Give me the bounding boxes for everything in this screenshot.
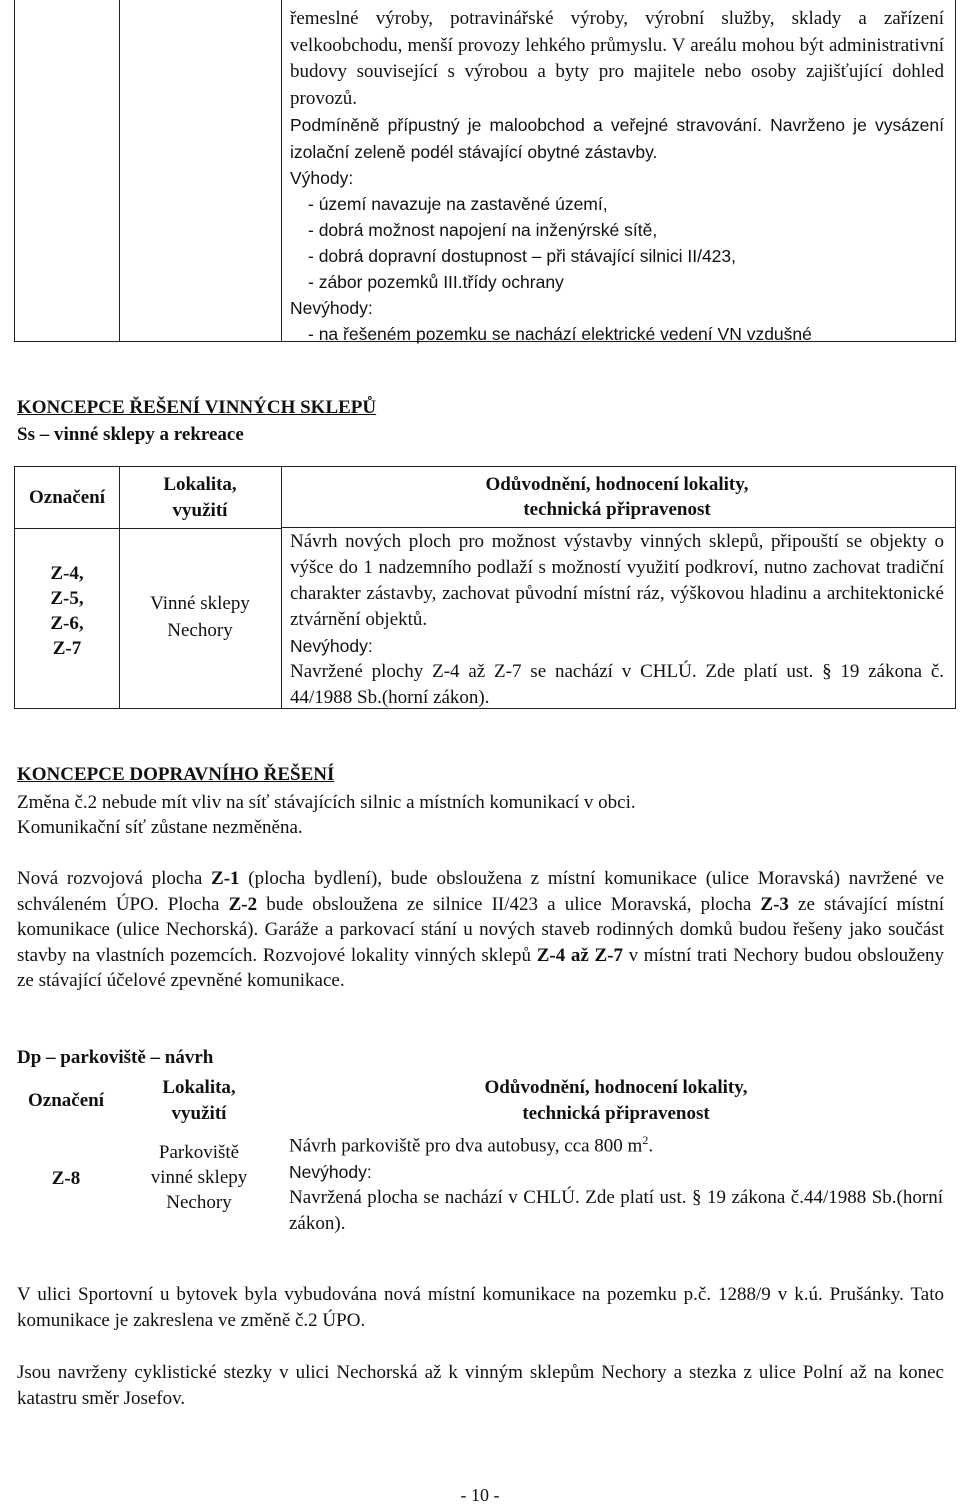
closing-paragraph-2: Jsou navrženy cyklistické stezky v ulici Nechorská až k vinným sklepům Nechory a stezka z ulice Polní až na konec katastru směr Josefov. [17,1362,944,1409]
location-name-l2: vinné sklepy [150,1167,248,1188]
locality-table-continuation [14,0,956,342]
transport-section-title: KONCEPCE DOPRAVNÍHO ŘEŠENÍ [17,764,335,785]
disadvantages-text: Navržená plocha se nachází v CHLÚ. Zde platí ust. § 19 zákona č.44/1988 Sb.(horní zákon). [289,1187,943,1235]
advantages-list [290,191,944,295]
header-location-l2: využití [171,1103,227,1124]
superscript: 2 [642,1133,649,1147]
list-item: - na řešeném pozemku se nachází elektrické vedení VN vzdušné [308,324,812,344]
header-justification-l1: Odůvodnění, hodnocení lokality, [485,474,749,495]
text-span: Návrh parkoviště pro dva autobusy, cca 800 m [289,1135,643,1157]
locality-codes [15,561,119,661]
table-divider [15,528,119,529]
table-col-designation [15,467,120,708]
table-divider [119,528,281,529]
header-justification-l2: technická připravenost [523,499,711,520]
table-col-location [119,0,282,341]
list-item: - zábor pozemků III.třídy ochrany [308,272,564,292]
locality-ref: Z-3 [760,893,789,915]
table-divider [281,527,955,528]
list-item: - území navazuje na zastavěné území, [308,194,608,214]
parking-section-subtitle: Dp – parkoviště – návrh [17,1047,214,1068]
locality-code: Z-6, [50,613,84,634]
justification-cell [289,1127,943,1237]
location-name-l1: Parkoviště [158,1142,240,1163]
locality-code: Z-7 [52,638,82,659]
location-name-l3: Nechory [166,1192,232,1213]
justification-paragraph-1: řemeslné výroby, potravinářské výroby, výrobní služby, sklady a zařízení velkoobchodu, menší provozy lehkého průmyslu. V areálu mohou být administrativní budovy související s výrobou a byty pro majitele nebo osoby zajišťující dohled provozů. [290,8,944,109]
justification-paragraph-2: Podmíněně přípustný je maloobchod a veřejné stravování. Navrženo je vysázení izolační zeleně podél stávající obytné zástavby. [290,115,944,162]
list-item: - dobrá možnost napojení na inženýrské sítě, [308,220,658,240]
text-span: (plocha bydlení), bude obsloužena z místní komunikace (ulice Moravská) navržené ve schváleném ÚPO. Plocha [17,868,945,915]
header-justification-l2: technická připravenost [522,1103,710,1124]
closing-paragraph-1: V ulici Sportovní u bytovek byla vybudována nová místní komunikace na pozemku p.č. 1288/9 v k.ú. Prušánky. Tato komunikace je zakreslena ve změně č.2 ÚPO. [17,1284,944,1331]
justification-cell [290,529,944,711]
transport-line-2: Komunikační síť zůstane nezměněna. [17,817,303,838]
wine-section-subtitle: Ss – vinné sklepy a rekreace [17,424,244,445]
locality-code: Z-5, [50,588,84,609]
transport-paragraph-1 [17,790,636,840]
header-location-l2: využití [172,500,228,521]
header-designation: Označení [28,1090,104,1111]
locality-code: Z-4, [50,563,84,584]
table-col-location [119,467,282,708]
list-item: - dobrá dopravní dostupnost – při stávající silnici II/423, [308,246,737,266]
transport-paragraph-2 [17,866,944,994]
text-span: ze stávající místní komunikace (ulice Nechorská). Garáže a parkovací stání u nových staveb rodinných domků budou řešeny jako součást stavby na vlastních pozemcích. Rozvojové lokality vinných sklepů [17,893,945,966]
table-col-justification [290,6,944,347]
wine-section-title: KONCEPCE ŘEŠENÍ VINNÝCH SKLEPŮ [17,397,377,418]
justification-text [289,1127,943,1159]
disadvantages-text: Navržené plochy Z-4 až Z-7 se nachází v CHLÚ. Zde platí ust. § 19 zákona č. 44/1988 Sb.(horní zákon). [290,661,944,708]
locality-ref: Z-4 až Z-7 [536,944,623,966]
text-span: . [648,1135,654,1157]
header-justification [290,472,944,522]
table-col-designation [15,0,120,341]
header-justification-l1: Odůvodnění, hodnocení lokality, [484,1077,748,1098]
locality-ref: Z-1 [211,868,240,889]
transport-line-1: Změna č.2 nebude mít vliv na síť stávajících silnic a místních komunikací v obci. [17,792,636,813]
advantages-label: Výhody: [290,168,354,188]
parking-table [14,1074,956,1235]
text-span: bude obsloužena ze silnice II/423 a ulice Moravská, plocha [257,893,761,915]
page-number: - 10 - [460,1485,500,1505]
wine-locality-table [14,466,956,709]
header-location-l1: Lokalita, [162,1077,236,1098]
disadvantages-label: Nevýhody: [290,636,373,656]
text-span: v místní trati Nechory budou obslouženy ze stávající účelové zpevněné komunikace. [17,944,944,991]
location-name-l1: Vinné sklepy [150,593,250,614]
location-cell [118,1140,280,1215]
text-span: Nová rozvojová plocha [17,868,212,889]
header-location-l1: Lokalita, [163,474,237,495]
disadvantages-label: Nevýhody: [289,1162,372,1183]
header-designation: Označení [29,487,105,508]
locality-code: Z-8 [51,1168,81,1189]
justification-text: Návrh nových ploch pro možnost výstavby vinných sklepů, připouští se objekty o výšce do 1 nadzemního podlaží s možností využití podkroví, nutno zachovat tradiční charakter zástavby, zachovat původní místní ráz, výškovou hladinu a architektonické ztvárnění objektů. [290,531,944,630]
location-name-l2: Nechory [167,620,233,641]
locality-ref: Z-2 [228,893,258,915]
disadvantages-list [290,321,944,347]
disadvantages-label: Nevýhody: [290,298,373,318]
